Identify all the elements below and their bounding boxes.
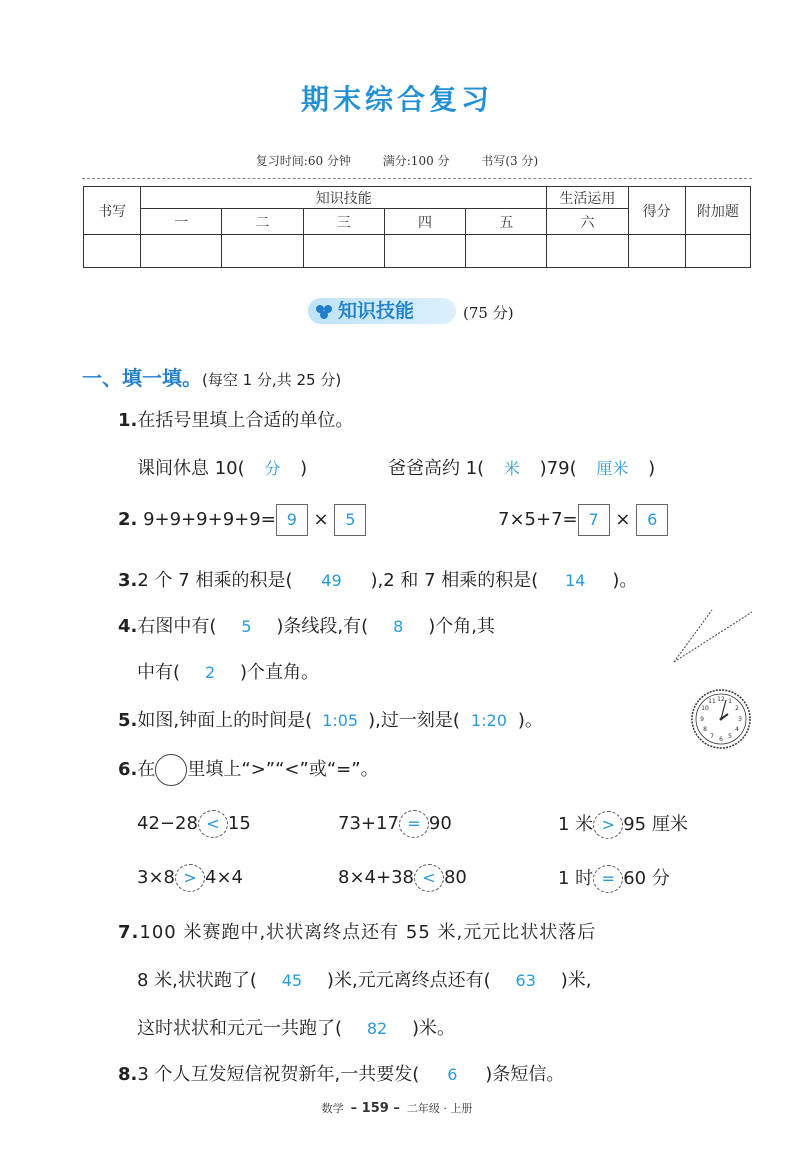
- compare-left: 1 时: [558, 868, 594, 889]
- score-col-knowledge: 知识技能: [141, 187, 547, 209]
- answer-blank[interactable]: 63: [515, 971, 536, 990]
- question-2b: [498, 504, 668, 536]
- question-3: [118, 566, 637, 592]
- score-col-4: 四: [384, 209, 465, 235]
- question-7-line3: [137, 1014, 455, 1040]
- question-2: [118, 504, 366, 536]
- score-col-3: 三: [303, 209, 384, 235]
- exam-writing-score: 书写(3 分): [481, 154, 539, 168]
- q2-right-expression: 7×5+7=: [498, 509, 578, 530]
- compare-item: [558, 810, 688, 839]
- question-number: 7.: [118, 922, 140, 943]
- score-cell[interactable]: [222, 235, 303, 268]
- q7-text: 100 米赛跑中,状状离终点还有 55 米,元元比状状落后: [139, 922, 597, 943]
- section-points: (75 分): [463, 304, 514, 322]
- svg-text:1: 1: [728, 698, 732, 705]
- answer-blank[interactable]: 1:20: [470, 711, 507, 730]
- compare-right: 95 厘米: [623, 814, 688, 835]
- exam-full-score: 满分:100 分: [382, 154, 450, 168]
- score-table: [83, 186, 751, 268]
- question-number: 8.: [118, 1064, 138, 1085]
- answer-box[interactable]: 6: [636, 504, 668, 536]
- compare-right: 60 分: [623, 868, 670, 889]
- q5-text: ),过一刻是(: [368, 710, 460, 731]
- q1a-prefix: 课间休息 10(: [137, 458, 245, 479]
- svg-text:12: 12: [717, 696, 725, 703]
- compare-left: 1 米: [558, 814, 594, 835]
- exam-info: [0, 152, 794, 169]
- score-col-writing: 书写: [84, 187, 141, 235]
- svg-text:7: 7: [710, 733, 714, 740]
- score-col-6: 六: [547, 209, 628, 235]
- q2-left-expression: 9+9+9+9+9=: [143, 509, 276, 530]
- compare-left: 8×4+38: [338, 867, 414, 888]
- answer-blank[interactable]: 14: [565, 571, 586, 590]
- answer-circle[interactable]: >: [593, 811, 623, 839]
- svg-text:4: 4: [735, 726, 739, 733]
- q6-text: 在: [137, 759, 156, 780]
- question-text: 在括号里填上合适的单位。: [137, 410, 354, 431]
- answer-blank[interactable]: 45: [281, 971, 303, 990]
- question-1a: [137, 454, 307, 480]
- question-number: 2.: [118, 509, 138, 530]
- q7-text: 这时状状和元元一共跑了(: [137, 1018, 343, 1039]
- q4-text: 中有(: [137, 662, 181, 683]
- score-cell[interactable]: [547, 235, 628, 268]
- q1b-suffix: ): [648, 458, 656, 479]
- answer-blank[interactable]: 8: [393, 617, 404, 636]
- answer-circle[interactable]: >: [175, 864, 205, 892]
- footer-subject: 数学: [321, 1102, 344, 1115]
- score-cell[interactable]: [84, 235, 141, 268]
- section-label: 知识技能: [338, 300, 415, 322]
- svg-text:10: 10: [701, 705, 709, 712]
- svg-text:3: 3: [738, 716, 742, 723]
- score-cell[interactable]: [685, 235, 750, 268]
- answer-box[interactable]: 7: [578, 504, 610, 536]
- page-number: – 159 –: [350, 1101, 400, 1116]
- svg-text:8: 8: [703, 726, 707, 733]
- times-sign: ×: [313, 509, 329, 530]
- score-cell[interactable]: [384, 235, 465, 268]
- q5-text: )。: [517, 710, 543, 731]
- score-col-score: 得分: [628, 187, 685, 235]
- q6-text: 里填上“>”“<”或“=”。: [187, 759, 379, 780]
- compare-item: [558, 864, 670, 893]
- footer-grade: 二年级 · 上册: [406, 1102, 473, 1115]
- score-cell[interactable]: [628, 235, 685, 268]
- q1b-middle: )79(: [539, 458, 577, 479]
- question-number: 5.: [118, 710, 138, 731]
- question-7-line2: [137, 966, 591, 992]
- answer-blank[interactable]: 6: [447, 1065, 458, 1084]
- question-1b: [388, 454, 655, 480]
- score-col-extra: 附加题: [685, 187, 750, 235]
- part-label: 一、填一填。: [82, 366, 202, 390]
- q3-text: 2 个 7 相乘的积是(: [137, 570, 293, 591]
- answer-circle[interactable]: =: [593, 865, 623, 893]
- question-number: 6.: [118, 759, 138, 780]
- part-heading: [82, 362, 341, 391]
- section-icon: [316, 305, 334, 319]
- q4-text: )条线段,有(: [276, 616, 369, 637]
- answer-blank[interactable]: 分: [264, 459, 281, 478]
- q1a-suffix: ): [300, 458, 308, 479]
- question-4: [118, 612, 495, 638]
- compare-left: 42−28: [137, 813, 198, 834]
- answer-circle[interactable]: =: [399, 810, 429, 838]
- score-cell[interactable]: [303, 235, 384, 268]
- circle-icon: [155, 754, 187, 786]
- compare-right: 90: [428, 813, 452, 834]
- compare-right: 4×4: [205, 867, 243, 888]
- compare-item: [338, 864, 467, 892]
- score-cell[interactable]: [141, 235, 222, 268]
- q4-text: 右图中有(: [137, 616, 217, 637]
- compare-item: [338, 810, 452, 838]
- svg-text:2: 2: [735, 705, 739, 712]
- score-cell[interactable]: [466, 235, 547, 268]
- question-number: 4.: [118, 616, 138, 637]
- answer-circle[interactable]: <: [198, 810, 228, 838]
- page-footer: [0, 1100, 794, 1116]
- part-note: (每空 1 分,共 25 分): [202, 371, 342, 389]
- answer-box[interactable]: 9: [276, 504, 308, 536]
- answer-blank[interactable]: 米: [503, 459, 520, 478]
- question-7: [118, 918, 596, 944]
- question-number: 1.: [118, 410, 138, 431]
- compare-left: 73+17: [338, 813, 399, 834]
- score-col-life: 生活运用: [547, 187, 628, 209]
- compare-item: [137, 810, 251, 838]
- q7-text: 8 米,状状跑了(: [137, 970, 257, 991]
- question-5: [118, 706, 543, 732]
- exam-time: 复习时间:60 分钟: [255, 154, 351, 168]
- compare-item: [137, 864, 243, 892]
- q3-text: ),2 和 7 相乘的积是(: [370, 570, 539, 591]
- question-4-cont: [137, 658, 319, 684]
- svg-text:9: 9: [700, 716, 704, 723]
- question-6: [118, 754, 379, 786]
- score-col-5: 五: [466, 209, 547, 235]
- compare-right: 15: [227, 813, 251, 834]
- score-col-2: 二: [222, 209, 303, 235]
- q5-text: 如图,钟面上的时间是(: [137, 710, 313, 731]
- answer-circle[interactable]: <: [414, 864, 444, 892]
- angle-figure: [668, 604, 758, 668]
- q8-text: )条短信。: [485, 1064, 565, 1085]
- q1b-prefix: 爸爸高约 1(: [388, 458, 485, 479]
- compare-left: 3×8: [137, 867, 175, 888]
- question-1: [118, 406, 353, 432]
- q4-text: )个角,其: [428, 616, 495, 637]
- compare-right: 80: [443, 867, 467, 888]
- question-8: [118, 1060, 564, 1086]
- answer-blank[interactable]: 1:05: [322, 711, 359, 730]
- svg-text:6: 6: [719, 736, 723, 743]
- answer-blank[interactable]: 82: [366, 1019, 388, 1038]
- times-sign: ×: [615, 509, 631, 530]
- answer-blank[interactable]: 2: [204, 663, 216, 682]
- answer-blank[interactable]: 49: [321, 571, 342, 590]
- score-col-1: 一: [141, 209, 222, 235]
- clock-icon: [688, 688, 754, 750]
- q3-text: )。: [612, 570, 638, 591]
- q4-text: )个直角。: [240, 662, 320, 683]
- page-title: 期末综合复习: [300, 83, 493, 116]
- answer-blank[interactable]: 5: [241, 617, 252, 636]
- question-number: 3.: [118, 570, 138, 591]
- answer-blank[interactable]: 厘米: [596, 459, 629, 478]
- q7-text: )米,元元离终点还有(: [326, 970, 491, 991]
- answer-box[interactable]: 5: [334, 504, 366, 536]
- q7-text: )米。: [412, 1018, 456, 1039]
- svg-text:5: 5: [728, 733, 732, 740]
- q7-text: )米,: [560, 970, 592, 991]
- q8-text: 3 个人互发短信祝贺新年,一共要发(: [137, 1064, 420, 1085]
- svg-text:11: 11: [708, 698, 716, 705]
- dotted-divider: [82, 178, 752, 179]
